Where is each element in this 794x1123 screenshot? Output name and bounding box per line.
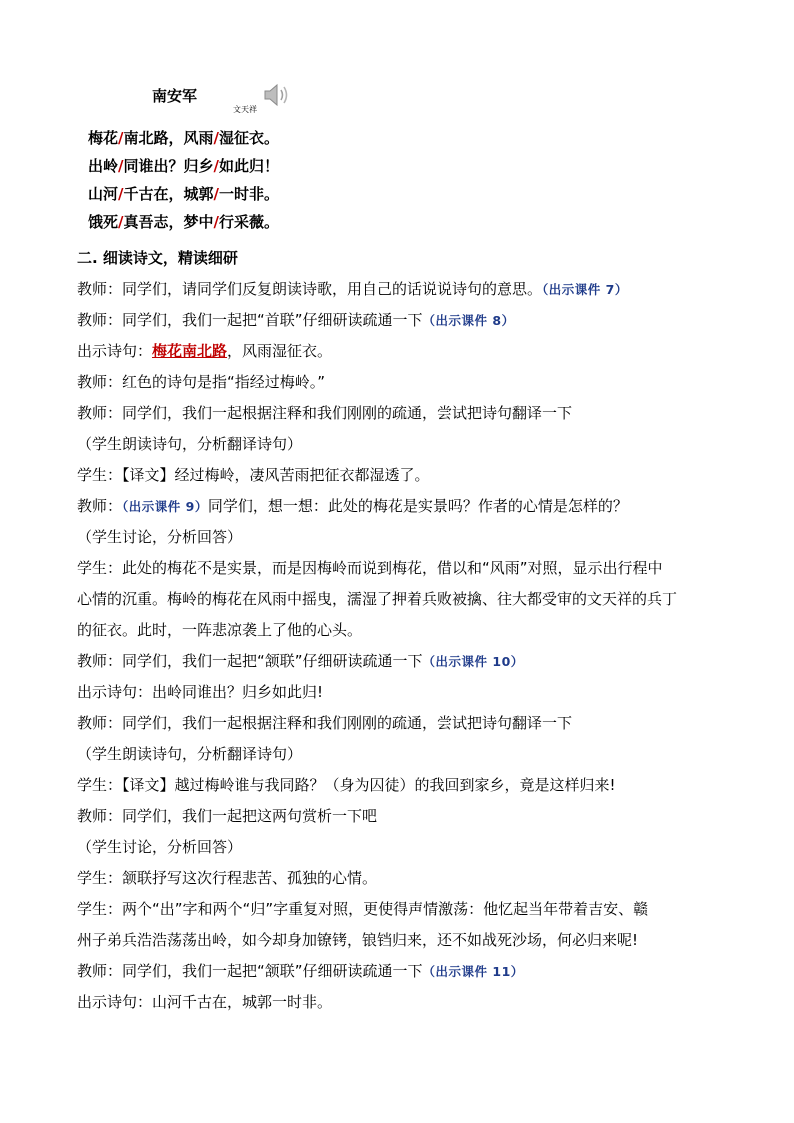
lesson-body (77, 243, 727, 1018)
highlighted-verse: 梅花南北路 (152, 342, 228, 360)
paragraph: 学生：颔联抒写这次行程悲苦、孤独的心情。 (77, 869, 378, 887)
section-heading: 二. 细读诗文，精读细研 (77, 249, 238, 267)
paragraph: （学生朗读诗句，分析翻译诗句） (77, 745, 303, 763)
speaker-icon[interactable] (263, 82, 291, 108)
paragraph: 教师：红色的诗句是指“指经过梅岭。” (77, 373, 326, 391)
paragraph: 学生：【译文】越过梅岭谁与我同路？（身为囚徒）的我回到家乡，竟是这样归来! (77, 776, 616, 794)
slide-tag: （出示课件 9） (122, 499, 208, 514)
paragraph-line: 学生：此处的梅花不是实景，而是因梅岭而说到梅花，借以和“风雨”对照，显示出行程中 (77, 559, 663, 577)
paragraph: 教师：同学们，请同学们反复朗读诗歌，用自己的话说说诗句的意思。（出示课件 7） (77, 280, 628, 298)
poem-line: 饿死/真吾志，梦中/行采薇。 (88, 213, 280, 231)
paragraph: 教师：同学们，我们一起把“颔联”仔细研读疏通一下（出示课件 11） (77, 962, 524, 980)
poem-author: 文天祥 (233, 105, 257, 114)
paragraph-line: 心情的沉重。梅岭的梅花在风雨中摇曳，濡湿了押着兵败被擒、往大都受审的文天祥的兵丁 (77, 590, 678, 608)
paragraph: 教师：同学们，我们一起把“颔联”仔细研读疏通一下（出示课件 10） (77, 652, 524, 670)
paragraph: 出示诗句：山河千古在，城郭一时非。 (77, 993, 333, 1011)
paragraph: 教师：（出示课件 9）同学们，想一想：此处的梅花是实景吗？作者的心情是怎样的？ (77, 497, 628, 515)
poem-line: 山河/千古在，城郭/一时非。 (88, 185, 280, 203)
paragraph: 学生：【译文】经过梅岭，凄风苦雨把征衣都湿透了。 (77, 466, 430, 484)
paragraph: 教师：同学们，我们一起根据注释和我们刚刚的疏通，尝试把诗句翻译一下 (77, 404, 573, 422)
paragraph-line: 州子弟兵浩浩荡荡出岭，如今却身加镣铐，锒铛归来，还不如战死沙场，何必归来呢! (77, 931, 639, 949)
slide-tag: （出示课件 8） (422, 313, 515, 328)
paragraph: （学生讨论，分析回答） (77, 838, 243, 856)
paragraph-line: 的征衣。此时，一阵悲凉袭上了他的心头。 (77, 621, 363, 639)
slide-tag: （出示课件 10） (422, 654, 524, 669)
poem-body (88, 124, 279, 236)
slide-tag: （出示课件 7） (542, 282, 628, 297)
paragraph: 教师：同学们，我们一起把“首联”仔细研读疏通一下（出示课件 8） (77, 311, 515, 329)
poem-line: 出岭/同谁出？归乡/如此归！ (88, 157, 280, 175)
poem-line: 梅花/南北路，风雨/湿征衣。 (88, 129, 280, 147)
slide-tag: （出示课件 11） (422, 964, 524, 979)
paragraph: （学生讨论，分析回答） (77, 528, 243, 546)
paragraph-line: 学生：两个“出”字和两个“归”字重复对照，更使得声情激荡：他忆起当年带着吉安、赣 (77, 900, 649, 918)
paragraph: 教师：同学们，我们一起把这两句赏析一下吧 (77, 807, 378, 825)
paragraph: 出示诗句：出岭同谁出？归乡如此归! (77, 683, 324, 701)
paragraph: 出示诗句：梅花南北路，风雨湿征衣。 (77, 342, 333, 360)
poem-title: 南安军 (152, 87, 198, 105)
paragraph: 教师：同学们，我们一起根据注释和我们刚刚的疏通，尝试把诗句翻译一下 (77, 714, 573, 732)
paragraph: （学生朗读诗句，分析翻译诗句） (77, 435, 303, 453)
